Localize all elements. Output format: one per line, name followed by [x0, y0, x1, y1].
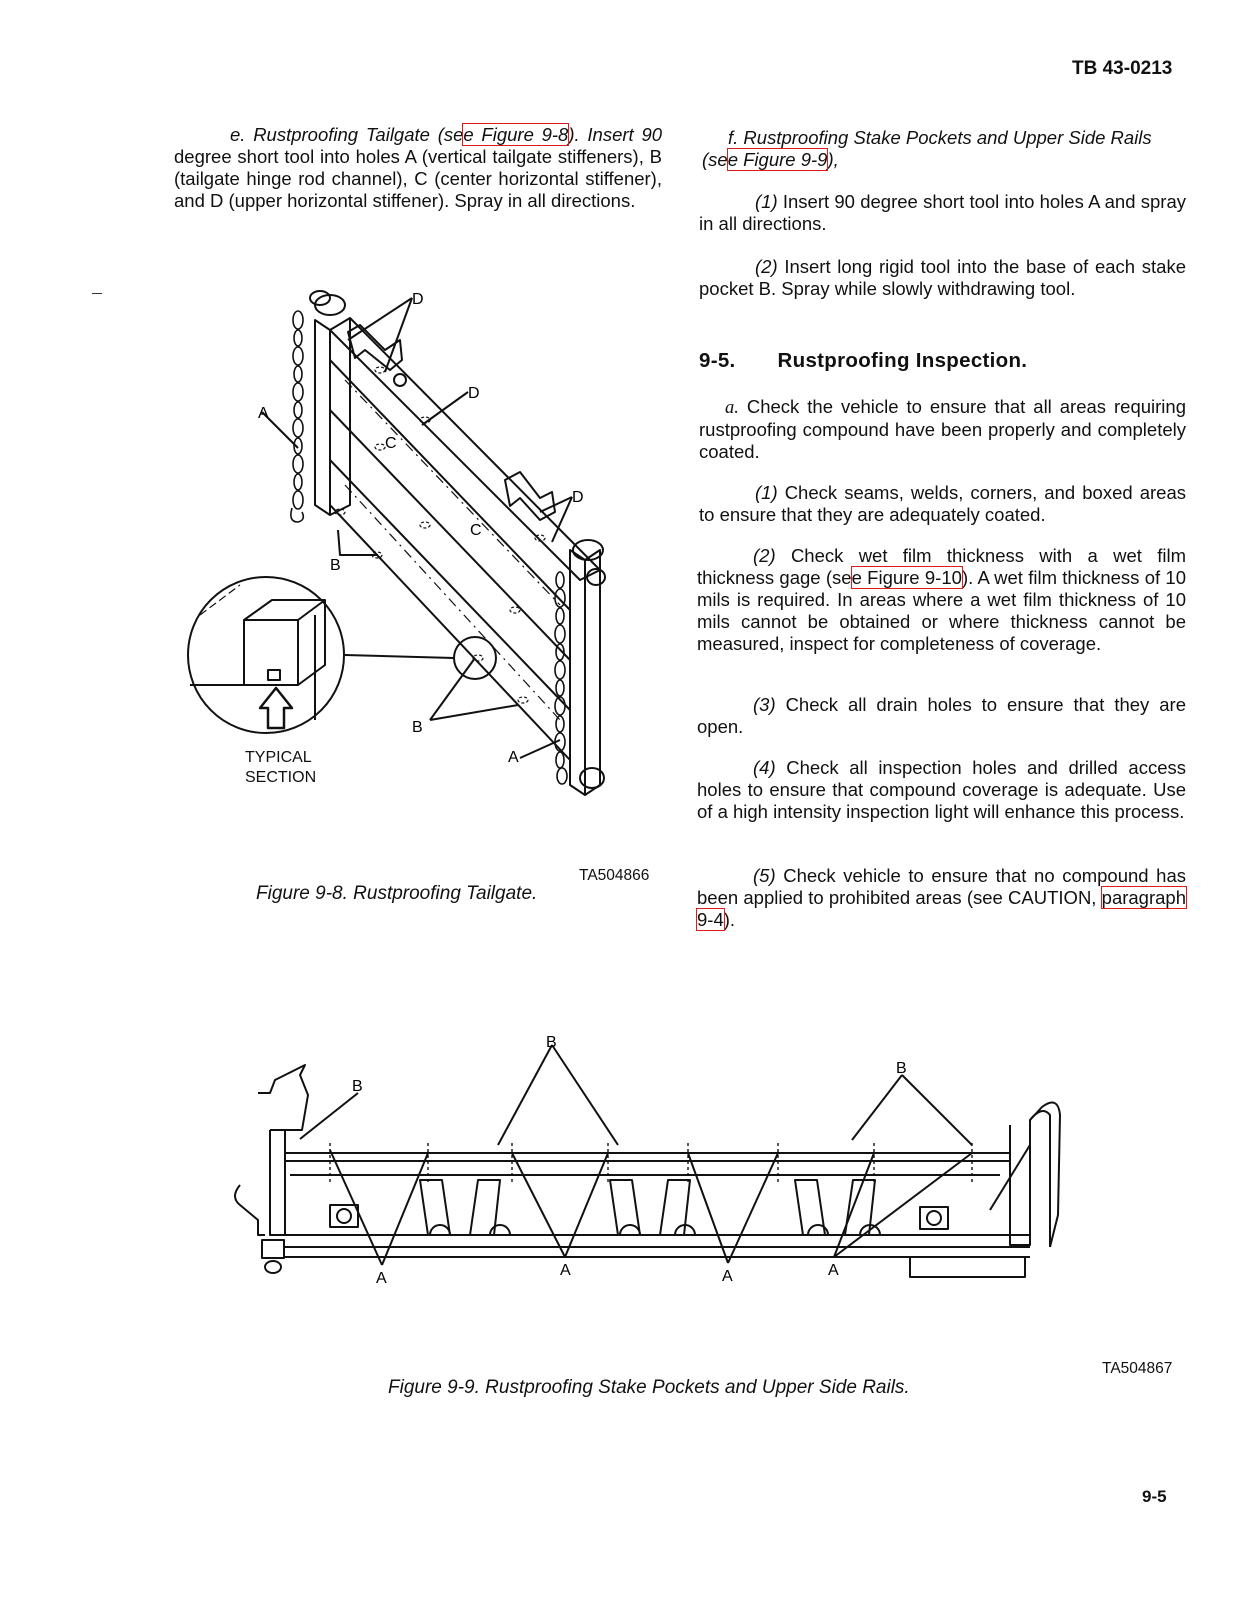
f2-text: Insert long rigid tool into the base of each stake pocket B. Spray while slowly withdrawing tool. [699, 256, 1186, 299]
document-number: TB 43-0213 [1072, 58, 1173, 79]
figure-9-9-ta-number: TA504867 [1102, 1360, 1173, 1377]
f2-number: (2) [755, 256, 778, 277]
figure-9-9-caption: Figure 9-9. Rustproofing Stake Pockets and Upper Side Rails. [388, 1377, 910, 1398]
fig99-label-b-mid: B [546, 1035, 557, 1051]
fig99-label-a-2: A [560, 1262, 571, 1279]
paragraph-f2 [699, 256, 1186, 300]
fig98-label-b-bottom: B [412, 719, 423, 736]
figure-9-8-drawing [180, 280, 640, 820]
paragraph-a3 [697, 694, 1186, 738]
fig98-label-c-left: C [385, 435, 397, 452]
para-f-title: f. Rustproofing Stake Pockets and Upper Side Rails [728, 127, 1152, 148]
paragraph-f [702, 127, 1186, 171]
figure-9-8-ta-number: TA504866 [579, 867, 650, 884]
fig98-label-a-left: A [258, 405, 269, 422]
f1-number: (1) [755, 191, 778, 212]
para-e-title: Rustproofing Tailgate (se [253, 124, 464, 145]
fig98-label-a-bottom: A [508, 749, 519, 766]
a1-number: (1) [755, 482, 778, 503]
fig99-label-b-left: B [352, 1078, 363, 1095]
link-figure-9-10[interactable]: e Figure 9-10 [851, 567, 962, 588]
link-paragraph-9-4[interactable]: paragraph 9-4 [697, 887, 1186, 930]
fig98-label-d-top: D [412, 291, 424, 308]
fig98-label-d-mid: D [468, 385, 480, 402]
typical-section-label [245, 748, 316, 788]
para-f-see-suffix: ), [827, 149, 839, 170]
paragraph-a2 [697, 545, 1186, 655]
link-figure-9-8[interactable]: e Figure 9-8 [463, 124, 569, 145]
para-e-letter: e. [230, 124, 246, 145]
a4-text: Check all inspection holes and drilled access holes to ensure that compound coverage is adequate. Use of a high intensity inspection light will enhance this process. [697, 757, 1186, 822]
para-e-degree: 90 [641, 124, 663, 145]
a4-number: (4) [753, 757, 776, 778]
para-a-text: Check the vehicle to ensure that all areas requiring rustproofing compound have been properly and completely coated. [699, 396, 1186, 462]
page-number: 9-5 [1142, 1487, 1167, 1506]
paragraph-e [174, 124, 662, 212]
fig99-label-b-right: B [896, 1060, 907, 1077]
figure-9-9-drawing [230, 1035, 1080, 1315]
typical-label-line2: SECTION [245, 769, 317, 786]
figure-9-8-caption: Figure 9-8. Rustproofing Tailgate. [256, 883, 538, 904]
section-title: Rustproofing Inspection. [777, 349, 1028, 372]
paragraph-a1 [699, 482, 1186, 526]
link-figure-9-9[interactable]: e Figure 9-9 [727, 149, 828, 170]
a2-text-end: ). A wet film thickness of 10 mils is required. In areas where a wet film thickness of 10 mils cannot be obtained or where thickness cannot be measured, inspect for completeness of coverage. [697, 567, 1186, 654]
fig98-label-d-right: D [572, 489, 584, 506]
a5-text-end: ). [723, 909, 736, 930]
a3-text: Check all drain holes to ensure that they are open. [697, 694, 1186, 737]
a5-text-start: Check vehicle to ensure that no compound has been applied to prohibited areas (see CAUTION, [697, 865, 1186, 908]
section-heading [699, 349, 1027, 373]
a2-number: (2) [753, 545, 776, 566]
fig99-label-a-1: A [376, 1270, 387, 1287]
para-f-see-prefix: (se [702, 149, 728, 170]
fig98-label-b-left: B [330, 557, 341, 574]
paragraph-a4 [697, 757, 1186, 823]
a3-number: (3) [753, 694, 776, 715]
section-number: 9-5. [699, 349, 736, 372]
a1-text: Check seams, welds, corners, and boxed areas to ensure that they are adequately coated. [699, 482, 1186, 525]
para-a-letter: a. [725, 398, 739, 418]
f1-text: Insert 90 degree short tool into holes A and spray in all directions. [699, 191, 1186, 234]
a2-text-start: Check wet film thickness with a wet film thickness gage (se [697, 545, 1186, 588]
fig99-label-a-3: A [722, 1268, 733, 1285]
a5-number: (5) [753, 865, 776, 886]
fig98-label-c-mid: C [470, 522, 482, 539]
paragraph-f1 [699, 191, 1186, 235]
para-e-body: degree short tool into holes A (vertical tailgate stiffeners), B (tailgate hinge rod channel), C (center horizontal stiffener), and D (upper horizontal stiffener). Spray in all directions. [174, 146, 662, 211]
fig99-label-a-4: A [828, 1262, 839, 1279]
paragraph-a5 [697, 865, 1186, 931]
typical-label-line1: TYPICAL [245, 749, 312, 766]
margin-mark [92, 293, 102, 294]
paragraph-a [699, 396, 1186, 463]
para-e-title-end: ). Insert [568, 124, 634, 145]
